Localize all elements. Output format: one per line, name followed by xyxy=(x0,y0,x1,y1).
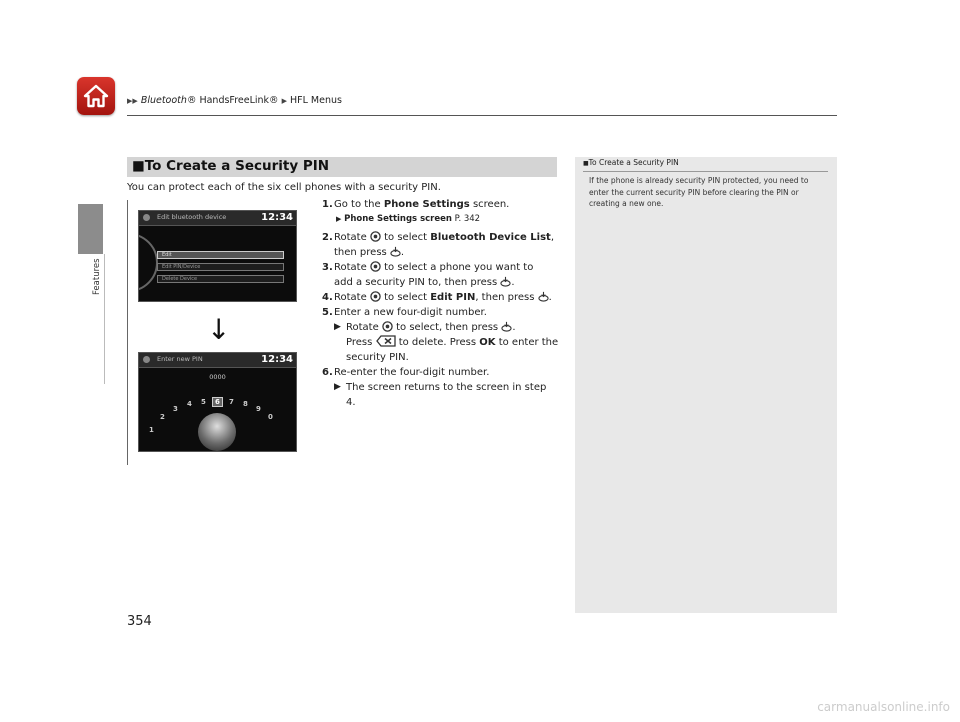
menu-item-edit-pin[interactable]: Edit PIN/Device xyxy=(157,263,284,271)
sidebar-divider xyxy=(104,254,105,384)
digit-key[interactable]: 2 xyxy=(160,413,165,421)
digit-key[interactable]: 3 xyxy=(173,405,178,413)
breadcrumb-arrow-icon: ▶ xyxy=(281,97,287,105)
interface-dial-press-icon xyxy=(501,321,512,332)
breadcrumb xyxy=(127,95,342,106)
digit-key[interactable]: 5 xyxy=(201,398,206,406)
digit-key[interactable]: 9 xyxy=(256,405,261,413)
sidebar-label: Features xyxy=(92,258,102,295)
screen-clock: 12:34 xyxy=(261,354,293,365)
step-4: 4. Rotate to select Edit PIN, then press . xyxy=(322,292,552,303)
screen-title: Edit bluetooth device xyxy=(157,213,227,221)
figure-bracket xyxy=(127,200,128,465)
step-2: 2. Rotate to select Bluetooth Device List, then press . xyxy=(322,232,555,258)
steps-list xyxy=(322,197,562,410)
screen-title: Enter new PIN xyxy=(157,355,203,363)
substep-arrow-icon: ▶ xyxy=(334,322,341,332)
breadcrumb-arrow-icon: ▶▶ xyxy=(127,97,138,105)
substep-arrow-icon: ▶ xyxy=(334,382,341,392)
home-icon[interactable] xyxy=(77,77,115,115)
screen-header xyxy=(139,353,296,368)
screen-header xyxy=(139,211,296,226)
reference-arrow-icon: ▶ xyxy=(336,215,342,223)
down-arrow-icon: ↓ xyxy=(207,313,231,346)
interface-dial-rotate-icon xyxy=(370,231,381,242)
page-number: 354 xyxy=(127,614,152,629)
delete-x-icon xyxy=(376,335,396,347)
sidebar-tab-features[interactable] xyxy=(78,204,103,254)
digit-key[interactable]: 0 xyxy=(268,413,273,421)
interface-dial-rotate-icon xyxy=(382,321,393,332)
interface-dial-press-icon xyxy=(538,291,549,302)
screenshot-enter-pin xyxy=(138,352,297,452)
breadcrumb-hfl-menus: HFL Menus xyxy=(290,95,342,106)
interface-dial-icon xyxy=(198,413,236,451)
note-divider xyxy=(583,171,828,172)
section-heading xyxy=(127,157,557,177)
breadcrumb-hfl: ® HandsFreeLink® xyxy=(186,95,279,106)
step-3: 3. Rotate to select a phone you want to add a security PIN to, then press . xyxy=(322,262,534,288)
side-note xyxy=(575,157,837,613)
page-reference[interactable]: ▶ Phone Settings screen P. 342 xyxy=(336,214,481,224)
phone-icon xyxy=(143,214,150,221)
header-divider xyxy=(127,115,837,116)
breadcrumb-bluetooth: Bluetooth xyxy=(140,95,187,106)
menu-item-delete[interactable]: Delete Device xyxy=(157,275,284,283)
step-1: 1. Go to the Phone Settings screen. xyxy=(322,199,510,210)
digit-key[interactable]: 4 xyxy=(187,400,192,408)
digit-key[interactable]: 8 xyxy=(243,400,248,408)
step-6: 6. Re-enter the four-digit number. xyxy=(322,367,490,378)
dial-arc xyxy=(138,233,158,292)
digit-key-selected[interactable]: 6 xyxy=(212,397,223,407)
screenshot-edit-device xyxy=(138,210,297,302)
note-ref-icon: ■ xyxy=(583,160,589,167)
interface-dial-rotate-icon xyxy=(370,261,381,272)
note-body: If the phone is already security PIN protected, you need to enter the current security PIN before clearing the PIN or creating a new one. xyxy=(589,176,809,208)
section-title: ■To Create a Security PIN xyxy=(132,158,330,174)
watermark: carmanualsonline.info xyxy=(817,700,950,714)
step-5: 5. Enter a new four-digit number. xyxy=(322,307,487,318)
step-6-sub: ▶ The screen returns to the screen in step 4. xyxy=(334,382,547,408)
note-heading: ■To Create a Security PIN xyxy=(583,158,679,167)
interface-dial-press-icon xyxy=(500,276,511,287)
step-5-sub: ▶ Rotate to select, then press . Press to delete. Press OK to enter the security PIN. xyxy=(334,322,559,363)
interface-dial-press-icon xyxy=(390,246,401,257)
digit-key[interactable]: 7 xyxy=(229,398,234,406)
interface-dial-rotate-icon xyxy=(370,291,381,302)
screen-clock: 12:34 xyxy=(261,212,293,223)
digit-key[interactable]: 1 xyxy=(149,426,154,434)
phone-icon xyxy=(143,356,150,363)
menu-item-edit[interactable]: Edit xyxy=(157,251,284,259)
intro-text: You can protect each of the six cell phones with a security PIN. xyxy=(127,182,441,193)
pin-entry: 0000 xyxy=(209,373,226,381)
